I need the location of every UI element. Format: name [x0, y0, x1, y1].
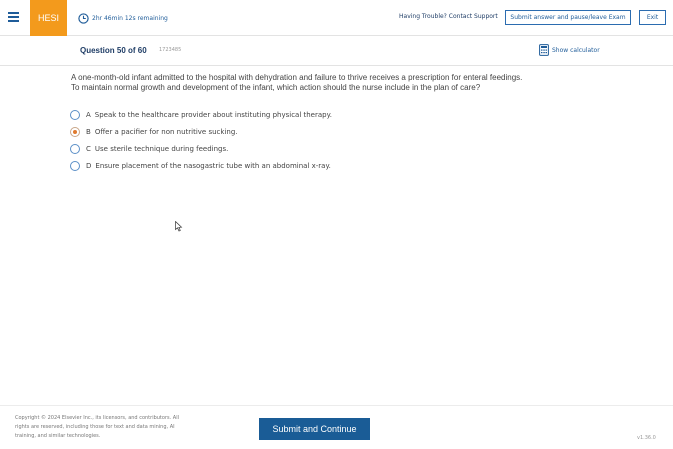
brand-logo: HESI [30, 0, 67, 36]
option-a[interactable] [70, 109, 370, 121]
option-b-text: Offer a pacifier for non nutritive sucking. [94, 128, 238, 136]
timer [78, 11, 168, 25]
timer-text: 2hr 46min 12s remaining [92, 14, 168, 22]
radio-b[interactable] [70, 127, 80, 137]
option-d-letter: D [86, 162, 92, 170]
version-label: v1.36.0 [637, 435, 656, 441]
option-c-text: Use sterile technique during feedings. [94, 145, 229, 153]
option-c-letter: C [86, 145, 91, 153]
option-a-letter: A [86, 111, 91, 119]
footer [0, 405, 673, 449]
radio-d[interactable] [70, 161, 80, 171]
mouse-pointer-icon [175, 221, 183, 232]
question-id: 1723485 [159, 47, 182, 53]
option-b[interactable] [70, 126, 370, 138]
question-header [0, 36, 673, 66]
contact-support-link[interactable]: Having Trouble? Contact Support [399, 13, 498, 20]
option-c[interactable] [70, 143, 370, 155]
radio-c[interactable] [70, 144, 80, 154]
show-calculator-label: Show calculator [552, 46, 600, 54]
question-number: Question 50 of 60 [80, 46, 147, 55]
question-stem-line-2: To maintain normal growth and development of the infant, which action should the nurse include in the plan of care? [71, 83, 481, 92]
submit-and-pause-exam-button[interactable]: Submit answer and pause/leave Exam [505, 10, 631, 25]
radio-a[interactable] [70, 110, 80, 120]
copyright-text: Copyright © 2024 Elsevier Inc., its licensors, and contributors. All rights are reserved, including those for text and data mining, AI training, and similar technologies. [15, 415, 179, 439]
top-bar [0, 0, 673, 36]
option-d[interactable] [70, 160, 370, 172]
question-stem [71, 73, 611, 93]
option-d-text: Ensure placement of the nasogastric tube with an abdominal x-ray. [95, 162, 331, 170]
question-stem-line-1: A one-month-old infant admitted to the hospital with dehydration and failure to thrive receives a prescription for enteral feedings. [71, 73, 523, 82]
show-calculator-button[interactable] [539, 44, 600, 56]
submit-and-continue-button[interactable]: Submit and Continue [259, 418, 370, 440]
option-a-text: Speak to the healthcare provider about instituting physical therapy. [94, 111, 332, 119]
calculator-icon [539, 44, 549, 56]
exit-button[interactable]: Exit [639, 10, 666, 25]
clock-icon [78, 13, 89, 24]
option-b-letter: B [86, 128, 91, 136]
hamburger-menu-icon[interactable] [6, 9, 24, 27]
